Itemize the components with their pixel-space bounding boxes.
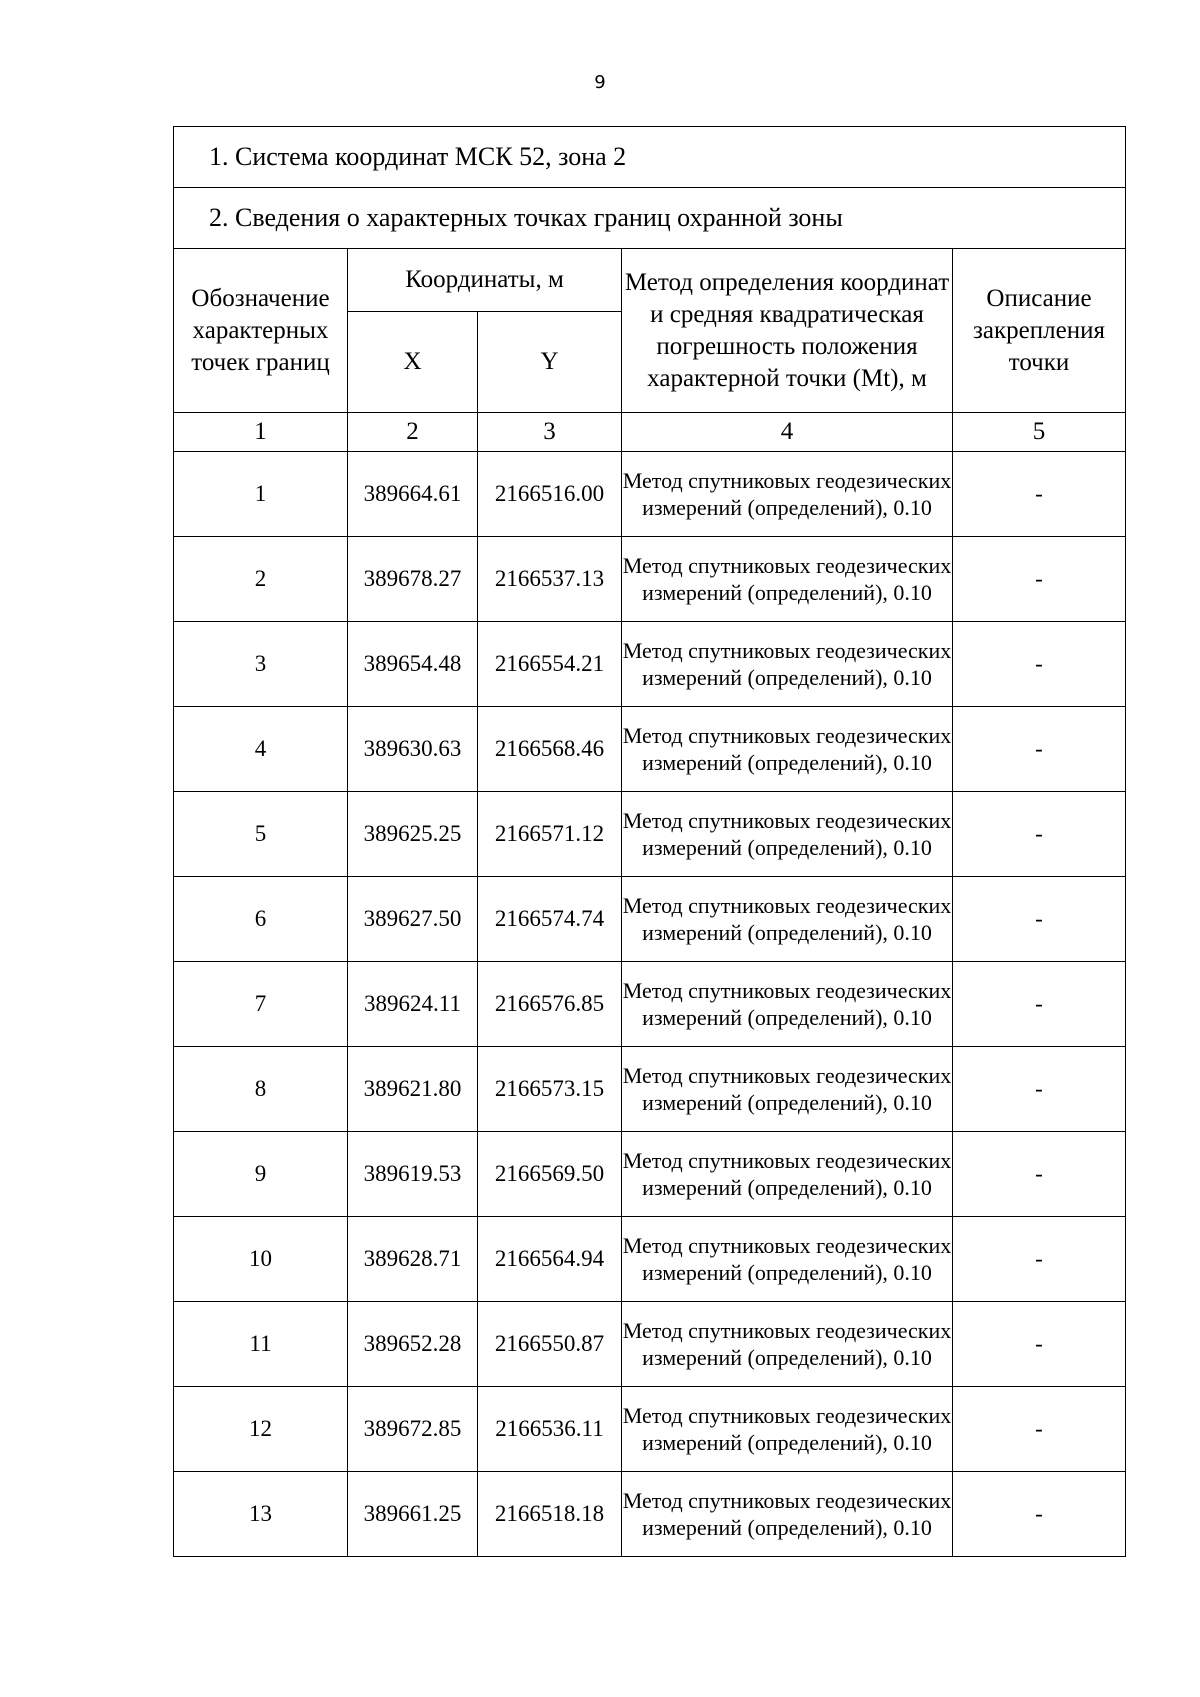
point-label-header: Обозначение характерных точек границ <box>174 249 348 413</box>
method-cell: Метод спутниковых геодезических измерений (определений), 0.10 <box>622 962 953 1047</box>
x-cell: 389654.48 <box>348 622 478 707</box>
description-cell: - <box>953 1217 1126 1302</box>
table-row <box>174 962 1126 1047</box>
table-row <box>174 622 1126 707</box>
y-cell: 2166516.00 <box>478 452 622 537</box>
y-cell: 2166574.74 <box>478 877 622 962</box>
point-cell: 8 <box>174 1047 348 1132</box>
method-cell: Метод спутниковых геодезических измерений (определений), 0.10 <box>622 877 953 962</box>
description-cell: - <box>953 537 1126 622</box>
method-cell: Метод спутниковых геодезических измерений (определений), 0.10 <box>622 1387 953 1472</box>
x-header: X <box>348 312 478 413</box>
table-row <box>174 707 1126 792</box>
x-cell: 389624.11 <box>348 962 478 1047</box>
x-cell: 389661.25 <box>348 1472 478 1557</box>
y-cell: 2166536.11 <box>478 1387 622 1472</box>
point-cell: 6 <box>174 877 348 962</box>
column-number: 5 <box>953 413 1126 452</box>
method-cell: Метод спутниковых геодезических измерений (определений), 0.10 <box>622 1132 953 1217</box>
method-cell: Метод спутниковых геодезических измерений (определений), 0.10 <box>622 1047 953 1132</box>
y-cell: 2166518.18 <box>478 1472 622 1557</box>
point-cell: 3 <box>174 622 348 707</box>
method-cell: Метод спутниковых геодезических измерений (определений), 0.10 <box>622 707 953 792</box>
table-row <box>174 537 1126 622</box>
coordinates-header: Координаты, м <box>348 249 622 312</box>
description-cell: - <box>953 1387 1126 1472</box>
point-cell: 13 <box>174 1472 348 1557</box>
y-cell: 2166576.85 <box>478 962 622 1047</box>
description-cell: - <box>953 792 1126 877</box>
point-cell: 2 <box>174 537 348 622</box>
section-row-coord-system <box>174 127 1126 188</box>
y-cell: 2166564.94 <box>478 1217 622 1302</box>
x-cell: 389664.61 <box>348 452 478 537</box>
table-row <box>174 1217 1126 1302</box>
y-cell: 2166573.15 <box>478 1047 622 1132</box>
description-cell: - <box>953 1047 1126 1132</box>
y-cell: 2166550.87 <box>478 1302 622 1387</box>
point-cell: 11 <box>174 1302 348 1387</box>
table-row <box>174 792 1126 877</box>
y-cell: 2166537.13 <box>478 537 622 622</box>
column-number: 4 <box>622 413 953 452</box>
method-header: Метод определения координат и средняя квадратическая погрешность положения характерной точки (Mt), м <box>622 249 953 413</box>
method-cell: Метод спутниковых геодезических измерений (определений), 0.10 <box>622 1302 953 1387</box>
table-row <box>174 1302 1126 1387</box>
description-cell: - <box>953 707 1126 792</box>
table-row <box>174 1047 1126 1132</box>
description-cell: - <box>953 622 1126 707</box>
table-row <box>174 877 1126 962</box>
method-cell: Метод спутниковых геодезических измерений (определений), 0.10 <box>622 622 953 707</box>
table-row <box>174 452 1126 537</box>
point-cell: 5 <box>174 792 348 877</box>
x-cell: 389628.71 <box>348 1217 478 1302</box>
x-cell: 389625.25 <box>348 792 478 877</box>
y-cell: 2166554.21 <box>478 622 622 707</box>
section-row-points-info <box>174 188 1126 249</box>
point-cell: 1 <box>174 452 348 537</box>
method-cell: Метод спутниковых геодезических измерений (определений), 0.10 <box>622 792 953 877</box>
boundary-points-table <box>173 126 1126 1557</box>
x-cell: 389672.85 <box>348 1387 478 1472</box>
point-cell: 12 <box>174 1387 348 1472</box>
header-row <box>174 249 1126 312</box>
column-number-row <box>174 413 1126 452</box>
x-cell: 389652.28 <box>348 1302 478 1387</box>
description-header: Описание закрепления точки <box>953 249 1126 413</box>
point-cell: 9 <box>174 1132 348 1217</box>
points-info-title: 2. Сведения о характерных точках границ охранной зоны <box>174 188 1126 249</box>
y-cell: 2166568.46 <box>478 707 622 792</box>
x-cell: 389627.50 <box>348 877 478 962</box>
description-cell: - <box>953 962 1126 1047</box>
description-cell: - <box>953 877 1126 962</box>
point-cell: 7 <box>174 962 348 1047</box>
column-number: 3 <box>478 413 622 452</box>
column-number: 2 <box>348 413 478 452</box>
point-cell: 10 <box>174 1217 348 1302</box>
description-cell: - <box>953 1302 1126 1387</box>
coord-system-title: 1. Система координат МСК 52, зона 2 <box>174 127 1126 188</box>
table-row <box>174 1472 1126 1557</box>
method-cell: Метод спутниковых геодезических измерений (определений), 0.10 <box>622 537 953 622</box>
y-header: Y <box>478 312 622 413</box>
description-cell: - <box>953 1472 1126 1557</box>
x-cell: 389621.80 <box>348 1047 478 1132</box>
x-cell: 389630.63 <box>348 707 478 792</box>
description-cell: - <box>953 1132 1126 1217</box>
description-cell: - <box>953 452 1126 537</box>
method-cell: Метод спутниковых геодезических измерений (определений), 0.10 <box>622 452 953 537</box>
x-cell: 389678.27 <box>348 537 478 622</box>
x-cell: 389619.53 <box>348 1132 478 1217</box>
point-cell: 4 <box>174 707 348 792</box>
table-row <box>174 1132 1126 1217</box>
method-cell: Метод спутниковых геодезических измерений (определений), 0.10 <box>622 1472 953 1557</box>
column-number: 1 <box>174 413 348 452</box>
method-cell: Метод спутниковых геодезических измерений (определений), 0.10 <box>622 1217 953 1302</box>
table-row <box>174 1387 1126 1472</box>
y-cell: 2166571.12 <box>478 792 622 877</box>
y-cell: 2166569.50 <box>478 1132 622 1217</box>
page-number: 9 <box>594 72 606 93</box>
